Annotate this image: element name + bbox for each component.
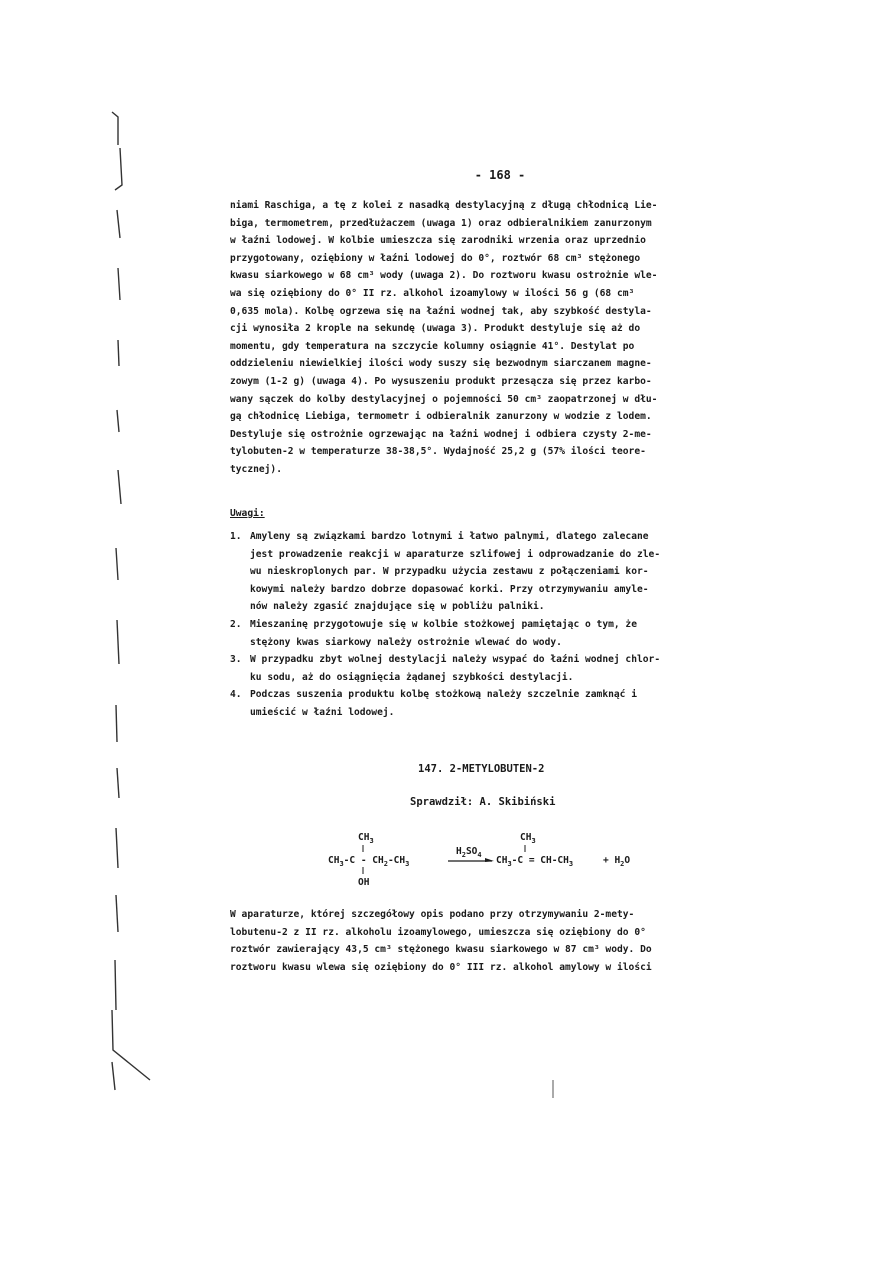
note-line: ku sodu, aż do osiągnięcia żądanej szybkości destylacji. [250,671,574,683]
text-line: gą chłodnicę Liebiga, termometr i odbieralnik zanurzony w wodzie z lodem. [230,411,652,423]
water-byproduct: + $H_2O$ [603,855,631,868]
text-line: niami Raschiga, a tę z kolei z nasadką destylacyjną z długą chłodnicą Lie- [230,200,658,211]
text-line: wany sączek do kolby destylacyjnej o pojemności 50 cm³ zaopatrzonej w dłu- [230,393,658,405]
text-line: tylobuten-2 w temperaturze 38-38,5°. Wydajność 25,2 g (57% ilości teore- [230,446,646,458]
text-line: w łaźni lodowej. W kolbie umieszcza się zarodniki wrzenia oraz uprzednio [230,235,646,247]
note-line: W przypadku zbyt wolnej destylacji należy wsypać do łaźni wodnej chlor- [250,654,661,666]
notes-list [230,528,660,722]
reaction-equation [320,826,650,896]
note-line: nów należy zgasić znajdujące się w pobliżu palniki. [250,601,545,613]
note-line: stężony kwas siarkowy należy ostrożnie wlewać do wody. [250,636,562,648]
note-item [230,651,660,686]
reaction-arrow [448,846,494,862]
note-item [230,616,660,651]
reactant-chain: $CH_3-C - CH_2-CH_3$ [328,855,410,868]
text-line: 0,635 mola). Kolbę ogrzewa się na łaźni wodnej tak, aby szybkość destyla- [230,305,652,317]
text-line: biga, termometrem, przedłużaczem (uwaga 1) oraz odbieralnikiem zanurzonym [230,217,652,229]
text-line: kwasu siarkowego w 68 cm³ wody (uwaga 2). Do roztworu kwasu ostrożnie wle- [230,270,658,282]
note-line: umieścić w łaźni lodowej. [250,706,395,718]
text-line: oddzieleniu niewielkiej ilości wody suszy się bezwodnym siarczanem magne- [230,358,652,370]
note-number: 4. [230,689,242,701]
text-line: roztwór zawierający 43,5 cm³ stężonego kwasu siarkowego w 87 cm³ wody. Do [230,944,652,956]
page-number: - 168 - [474,168,526,182]
section-title: 147. 2-METYLOBUTEN-2 [418,763,545,775]
text-line: W aparaturze, której szczegółowy opis podano przy otrzymywaniu 2-mety- [230,909,635,920]
note-line: wu nieskroplonych par. W przypadku użycia zestawu z połączeniami kor- [250,566,649,578]
reactant-hydroxyl: OH [358,877,370,888]
note-line: kowymi należy bardzo dobrze dopasować korki. Przy otrzymywaniu amyle- [250,583,649,595]
note-line: Amyleny są związkami bardzo lotnymi i łatwo palnymi, dlatego zalecane [250,531,649,542]
product-methyl-top: $CH_3$ [520,832,536,845]
note-number: 3. [230,654,242,666]
text-line: lobutenu-2 z II rz. alkoholu izoamylowego, umieszcza się oziębiony do 0° [230,926,646,938]
note-number: 1. [230,531,242,542]
text-line: roztworu kwasu wlewa się oziębiony do 0° III rz. alkohol amylowy w ilości [230,961,652,973]
notes-heading: Uwagi: [230,508,265,519]
note-line: Mieszaninę przygotowuje się w kolbie stożkowej pamiętając o tym, że [250,618,637,630]
note-line: Podczas suszenia produktu kolbę stożkową należy szczelnie zamknąć i [250,689,637,701]
note-item [230,686,660,721]
text-line: cji wynosiła 2 krople na sekundę (uwaga 3). Produkt destyluje się aż do [230,323,641,335]
note-number: 2. [230,618,242,630]
catalyst-label: $H_2SO_4$ [456,846,482,859]
text-line: zowym (1-2 g) (uwaga 4). Po wysuszeniu produkt przesącza się przez karbo- [230,375,652,387]
product-chain: $CH_3-C = CH-CH_3$ [496,855,574,868]
reactant-structure [328,832,409,888]
product-structure [496,832,630,868]
verified-by: Sprawdził: A. Skibiński [410,796,556,808]
note-line: jest prowadzenie reakcji w aparaturze szlifowej i odprowadzanie do zle- [250,548,661,560]
procedure-paragraph [230,906,652,976]
main-paragraph [230,197,657,479]
note-item [230,528,660,616]
reactant-methyl-top: $CH_3$ [358,832,374,845]
text-line: przygotowany, oziębiony w łaźni lodowej do 0°, roztwór 68 cm³ stężonego [230,252,641,264]
text-line: wa się oziębiony do 0° II rz. alkohol izoamylowy w ilości 56 g (68 cm³ [230,287,635,299]
text-line: tycznej). [230,463,282,475]
text-line: momentu, gdy temperatura na szczycie kolumny osiągnie 41°. Destylat po [230,340,635,352]
text-line: Destyluje się ostrożnie ogrzewając na łaźni wodnej i odbiera czysty 2-me- [230,428,652,440]
